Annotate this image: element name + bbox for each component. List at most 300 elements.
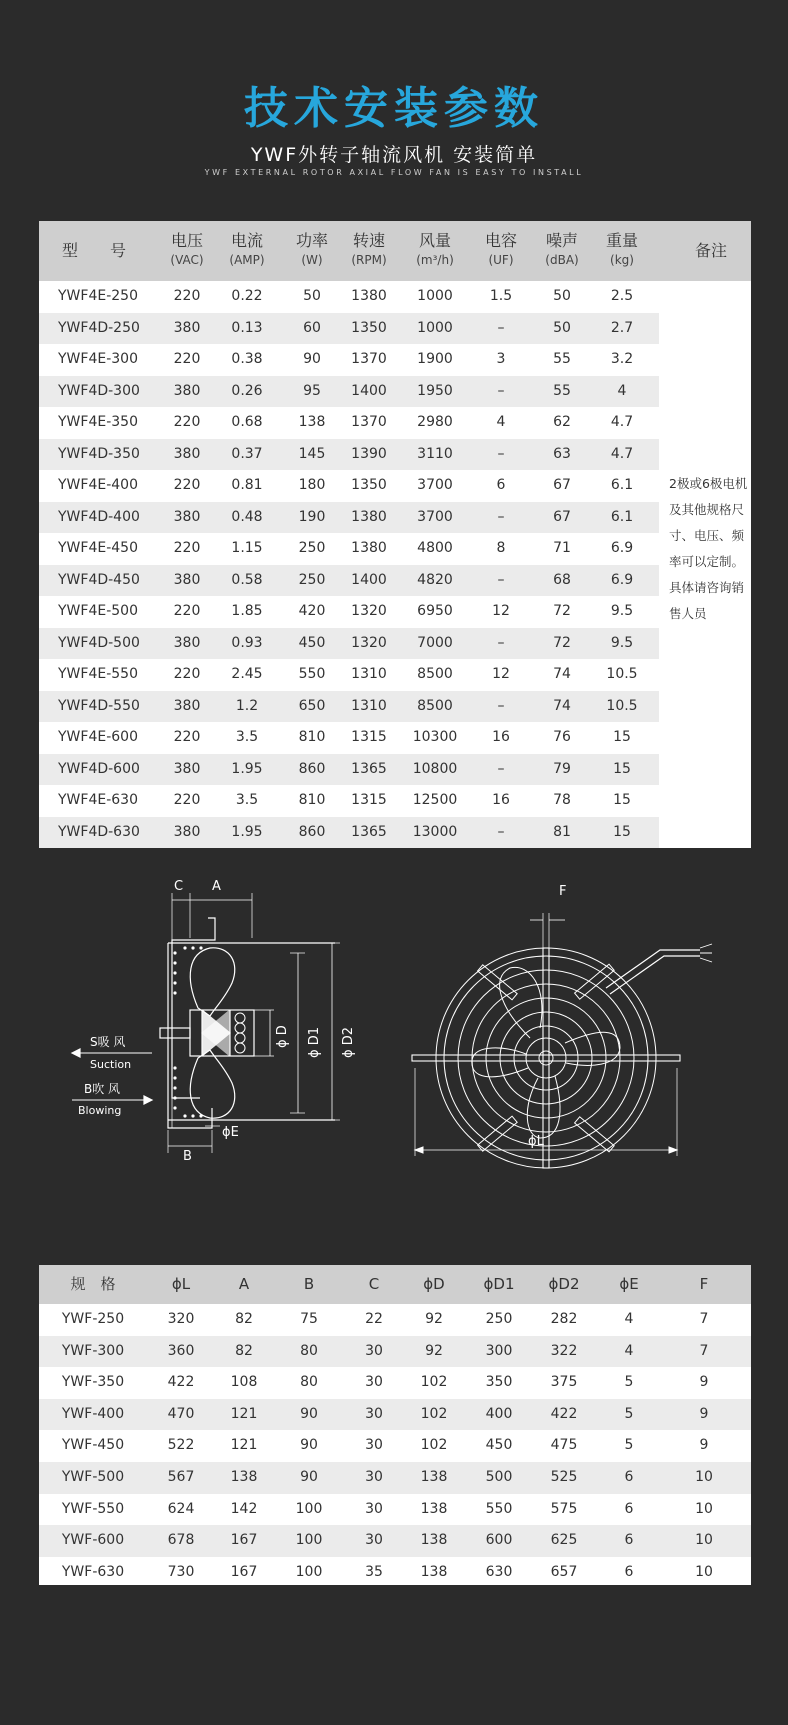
dim-value-cell: 7 bbox=[699, 1311, 709, 1327]
dim-value-cell: 522 bbox=[167, 1437, 195, 1454]
spec-value-cell: – bbox=[497, 571, 505, 588]
spec-table bbox=[39, 221, 751, 848]
spec-value-cell: 55 bbox=[553, 351, 571, 367]
spec-value-cell: 0.26 bbox=[231, 382, 263, 399]
spec-header-unit: (RPM) bbox=[351, 253, 387, 267]
dim-value-cell: 730 bbox=[167, 1563, 195, 1580]
spec-value-cell: 0.37 bbox=[231, 445, 263, 462]
spec-header-label: 电容 bbox=[484, 231, 517, 250]
spec-value-cell: 860 bbox=[298, 760, 326, 777]
dim-value-cell: 10 bbox=[695, 1469, 713, 1485]
spec-model-cell: YWF4E-630 bbox=[58, 792, 138, 808]
spec-value-cell: 1315 bbox=[351, 729, 387, 745]
spec-value-cell: 3700 bbox=[417, 508, 453, 525]
spec-value-cell: 380 bbox=[173, 382, 201, 399]
dim-value-cell: 7 bbox=[699, 1342, 709, 1359]
dim-value-cell: 142 bbox=[230, 1500, 258, 1517]
spec-value-cell: 220 bbox=[173, 351, 201, 367]
dim-label-e: ϕE bbox=[222, 1125, 239, 1140]
spec-value-cell: 1310 bbox=[351, 697, 387, 714]
spec-value-cell: 71 bbox=[553, 540, 571, 556]
spec-value-cell: 1320 bbox=[351, 603, 387, 619]
spec-value-cell: 72 bbox=[553, 603, 571, 619]
spec-value-cell: 1950 bbox=[417, 382, 453, 399]
dim-value-cell: 250 bbox=[485, 1311, 513, 1327]
dim-value-cell: 100 bbox=[295, 1532, 323, 1549]
spec-value-cell: 1.85 bbox=[231, 603, 263, 619]
spec-value-cell: 2.45 bbox=[231, 666, 263, 682]
dim-header-cell: A bbox=[238, 1275, 250, 1293]
spec-value-cell: – bbox=[497, 697, 505, 714]
dim-value-cell: 138 bbox=[420, 1469, 448, 1485]
dim-value-cell: 9 bbox=[699, 1374, 709, 1391]
dim-value-cell: 360 bbox=[167, 1342, 195, 1359]
dim-value-cell: 30 bbox=[365, 1374, 383, 1391]
dim-model-cell: YWF-400 bbox=[61, 1405, 125, 1422]
spec-header-cell bbox=[157, 231, 217, 269]
spec-header-unit: (dBA) bbox=[545, 253, 579, 267]
dim-model-cell: YWF-250 bbox=[61, 1311, 125, 1327]
spec-value-cell: 4 bbox=[496, 414, 506, 430]
spec-value-cell: – bbox=[497, 760, 505, 777]
spec-header-cell bbox=[282, 231, 342, 269]
dim-value-cell: 138 bbox=[420, 1563, 448, 1580]
spec-value-cell: 1390 bbox=[351, 445, 387, 462]
dim-value-cell: 82 bbox=[235, 1342, 253, 1359]
dim-value-cell: 30 bbox=[365, 1469, 383, 1485]
dim-value-cell: 400 bbox=[485, 1405, 513, 1422]
dim-value-cell: 138 bbox=[420, 1500, 448, 1517]
dim-value-cell: 108 bbox=[230, 1374, 258, 1391]
spec-value-cell: 190 bbox=[298, 508, 326, 525]
spec-model-cell: YWF4E-250 bbox=[58, 288, 138, 304]
spec-model-cell: YWF4E-500 bbox=[58, 603, 138, 619]
spec-note: 2极或6极电机及其他规格尺寸、电压、频率可以定制。具体请咨询销售人员 bbox=[669, 476, 748, 621]
spec-value-cell: 220 bbox=[173, 414, 201, 430]
spec-header-unit: (m³/h) bbox=[416, 253, 454, 267]
dim-value-cell: 30 bbox=[365, 1500, 383, 1517]
spec-value-cell: 138 bbox=[298, 414, 326, 430]
spec-value-cell: 1.95 bbox=[231, 823, 263, 840]
spec-header-cell bbox=[671, 241, 751, 261]
spec-header-unit: (AMP) bbox=[229, 253, 265, 267]
spec-value-cell: 10.5 bbox=[606, 666, 638, 682]
dim-header-cell: 规 格 bbox=[70, 1275, 116, 1293]
spec-value-cell: 550 bbox=[298, 666, 326, 682]
dim-value-cell: 90 bbox=[300, 1437, 318, 1454]
spec-value-cell: 0.48 bbox=[231, 508, 263, 525]
spec-value-cell: 860 bbox=[298, 823, 326, 840]
spec-value-cell: 1.15 bbox=[231, 540, 263, 556]
dim-value-cell: 5 bbox=[624, 1374, 634, 1391]
spec-table-row bbox=[39, 470, 659, 502]
spec-value-cell: 4820 bbox=[417, 571, 453, 588]
dim-value-cell: 10 bbox=[695, 1563, 713, 1580]
spec-value-cell: 220 bbox=[173, 792, 201, 808]
spec-value-cell: 6 bbox=[496, 477, 506, 493]
spec-value-cell: 50 bbox=[553, 319, 571, 336]
dim-table-row bbox=[39, 1525, 751, 1557]
spec-table-row bbox=[39, 344, 659, 376]
spec-table-row bbox=[39, 596, 659, 628]
dim-value-cell: 100 bbox=[295, 1500, 323, 1517]
spec-value-cell: 1365 bbox=[351, 760, 387, 777]
dim-label-f: F bbox=[559, 884, 567, 899]
spec-value-cell: 0.22 bbox=[231, 288, 263, 304]
spec-value-cell: 1320 bbox=[351, 634, 387, 651]
spec-value-cell: 2980 bbox=[417, 414, 453, 430]
spec-value-cell: 220 bbox=[173, 729, 201, 745]
spec-value-cell: 1365 bbox=[351, 823, 387, 840]
spec-header-cell bbox=[217, 231, 277, 269]
spec-header-label: 转速 bbox=[352, 231, 385, 250]
spec-model-cell: YWF4E-400 bbox=[58, 477, 138, 493]
page-subtitle: YWF外转子轴流风机 安装简单 bbox=[250, 144, 538, 166]
dim-value-cell: 525 bbox=[550, 1469, 578, 1485]
dim-value-cell: 322 bbox=[550, 1342, 578, 1359]
dim-table-row bbox=[39, 1399, 751, 1431]
spec-value-cell: 3 bbox=[496, 351, 506, 367]
spec-header-cell bbox=[471, 231, 531, 269]
spec-value-cell: 15 bbox=[613, 729, 631, 745]
dim-value-cell: 6 bbox=[624, 1500, 634, 1517]
spec-value-cell: 90 bbox=[303, 351, 321, 367]
dim-value-cell: 5 bbox=[624, 1405, 634, 1422]
spec-table-row bbox=[39, 502, 659, 534]
dim-value-cell: 35 bbox=[365, 1563, 383, 1580]
spec-table-row bbox=[39, 407, 659, 439]
spec-value-cell: 81 bbox=[553, 823, 571, 840]
spec-value-cell: 1.2 bbox=[235, 697, 259, 714]
spec-value-cell: 12 bbox=[492, 666, 510, 682]
spec-table-row bbox=[39, 376, 659, 408]
spec-value-cell: 74 bbox=[553, 697, 571, 714]
spec-value-cell: 0.81 bbox=[231, 477, 263, 493]
dim-value-cell: 30 bbox=[365, 1532, 383, 1549]
dim-value-cell: 550 bbox=[485, 1500, 513, 1517]
dim-value-cell: 9 bbox=[699, 1405, 709, 1422]
spec-value-cell: 0.38 bbox=[231, 351, 263, 367]
spec-table-row bbox=[39, 533, 659, 565]
dim-value-cell: 138 bbox=[230, 1469, 258, 1485]
dim-model-cell: YWF-600 bbox=[61, 1532, 125, 1549]
spec-value-cell: 650 bbox=[298, 697, 326, 714]
dim-model-cell: YWF-450 bbox=[61, 1437, 125, 1454]
dim-model-cell: YWF-630 bbox=[61, 1563, 125, 1580]
spec-model-cell: YWF4D-350 bbox=[58, 445, 140, 462]
dim-value-cell: 320 bbox=[167, 1311, 195, 1327]
spec-header-label: 电压 bbox=[170, 231, 203, 250]
dim-value-cell: 625 bbox=[550, 1532, 578, 1549]
spec-model-cell: YWF4D-400 bbox=[58, 508, 140, 525]
dim-value-cell: 6 bbox=[624, 1563, 634, 1580]
dim-header-cell: C bbox=[368, 1275, 380, 1293]
dimension-table bbox=[39, 1265, 751, 1585]
dim-label-l: ϕL bbox=[528, 1134, 544, 1149]
spec-header-cell bbox=[592, 231, 652, 269]
spec-model-cell: YWF4E-550 bbox=[58, 666, 138, 682]
dim-label-a: A bbox=[212, 879, 221, 894]
dim-value-cell: 121 bbox=[230, 1405, 258, 1422]
spec-value-cell: 380 bbox=[173, 319, 201, 336]
dim-value-cell: 300 bbox=[485, 1342, 513, 1359]
spec-value-cell: – bbox=[497, 445, 505, 462]
spec-value-cell: 15 bbox=[613, 760, 631, 777]
spec-value-cell: 4 bbox=[617, 382, 627, 399]
spec-value-cell: 0.68 bbox=[231, 414, 263, 430]
spec-value-cell: 380 bbox=[173, 697, 201, 714]
dim-value-cell: 167 bbox=[230, 1532, 258, 1549]
spec-header-cell bbox=[39, 241, 149, 261]
spec-model-cell: YWF4D-550 bbox=[58, 697, 140, 714]
dim-value-cell: 422 bbox=[550, 1405, 578, 1422]
spec-table-row bbox=[39, 754, 659, 786]
dim-value-cell: 90 bbox=[300, 1469, 318, 1485]
spec-value-cell: 3.5 bbox=[235, 729, 259, 745]
spec-table-row bbox=[39, 659, 659, 691]
spec-value-cell: 6.9 bbox=[610, 571, 634, 588]
dim-value-cell: 75 bbox=[300, 1311, 318, 1327]
spec-value-cell: 1350 bbox=[351, 319, 387, 336]
dim-value-cell: 82 bbox=[235, 1311, 253, 1327]
dim-model-cell: YWF-300 bbox=[61, 1342, 125, 1359]
spec-value-cell: 60 bbox=[303, 319, 321, 336]
spec-value-cell: 1370 bbox=[351, 351, 387, 367]
spec-value-cell: 10.5 bbox=[606, 697, 638, 714]
spec-value-cell: 4.7 bbox=[610, 414, 634, 430]
spec-value-cell: 4800 bbox=[417, 540, 453, 556]
spec-header-unit: (W) bbox=[301, 253, 323, 267]
spec-value-cell: 220 bbox=[173, 288, 201, 304]
spec-value-cell: 10800 bbox=[412, 760, 458, 777]
spec-value-cell: 63 bbox=[553, 445, 571, 462]
page-subtitle-en: YWF EXTERNAL ROTOR AXIAL FLOW FAN IS EASY TO INSTALL bbox=[204, 168, 584, 177]
dim-value-cell: 102 bbox=[420, 1374, 448, 1391]
dim-table-row bbox=[39, 1367, 751, 1399]
dim-value-cell: 350 bbox=[485, 1374, 513, 1391]
dim-value-cell: 102 bbox=[420, 1405, 448, 1422]
spec-value-cell: 9.5 bbox=[610, 634, 634, 651]
spec-header-unit: (kg) bbox=[610, 253, 634, 267]
spec-value-cell: 8500 bbox=[417, 666, 453, 682]
spec-model-cell: YWF4D-450 bbox=[58, 571, 140, 588]
spec-value-cell: 1310 bbox=[351, 666, 387, 682]
spec-header-label: 型 号 bbox=[61, 241, 126, 260]
spec-value-cell: 72 bbox=[553, 634, 571, 651]
dim-label-d2: ϕ D2 bbox=[341, 1027, 356, 1058]
dim-value-cell: 4 bbox=[624, 1311, 634, 1327]
spec-value-cell: 67 bbox=[553, 477, 571, 493]
dim-header-cell: B bbox=[303, 1275, 315, 1293]
spec-value-cell: 16 bbox=[492, 729, 510, 745]
dim-model-cell: YWF-350 bbox=[61, 1374, 125, 1391]
dim-header-cell: ϕL bbox=[171, 1275, 191, 1293]
dim-table-row bbox=[39, 1304, 751, 1336]
dim-value-cell: 92 bbox=[425, 1311, 443, 1327]
dim-value-cell: 6 bbox=[624, 1469, 634, 1485]
dim-value-cell: 500 bbox=[485, 1469, 513, 1485]
spec-value-cell: 1380 bbox=[351, 540, 387, 556]
dim-value-cell: 600 bbox=[485, 1532, 513, 1549]
spec-value-cell: 1.5 bbox=[489, 288, 513, 304]
spec-value-cell: 380 bbox=[173, 823, 201, 840]
spec-value-cell: 380 bbox=[173, 634, 201, 651]
spec-value-cell: 95 bbox=[303, 382, 321, 399]
dim-header-cell: ϕD1 bbox=[483, 1275, 515, 1293]
spec-value-cell: 1900 bbox=[417, 351, 453, 367]
spec-value-cell: 250 bbox=[298, 571, 326, 588]
spec-value-cell: 15 bbox=[613, 792, 631, 808]
dim-table-row bbox=[39, 1494, 751, 1526]
spec-value-cell: 6950 bbox=[417, 603, 453, 619]
spec-value-cell: 380 bbox=[173, 760, 201, 777]
spec-model-cell: YWF4D-500 bbox=[58, 634, 140, 651]
spec-table-row bbox=[39, 281, 659, 313]
spec-value-cell: 16 bbox=[492, 792, 510, 808]
spec-table-row bbox=[39, 439, 659, 471]
spec-table-row bbox=[39, 817, 659, 849]
spec-value-cell: 9.5 bbox=[610, 603, 634, 619]
spec-value-cell: 380 bbox=[173, 508, 201, 525]
spec-value-cell: 2.7 bbox=[610, 319, 634, 336]
spec-value-cell: 1000 bbox=[417, 288, 453, 304]
dim-header-cell: ϕD2 bbox=[548, 1275, 580, 1293]
spec-value-cell: 810 bbox=[298, 792, 326, 808]
dim-header-cell: ϕE bbox=[619, 1275, 639, 1293]
spec-value-cell: 13000 bbox=[412, 823, 458, 840]
spec-value-cell: 68 bbox=[553, 571, 571, 588]
dim-label-d: ϕ D bbox=[275, 1025, 290, 1048]
spec-header-cell bbox=[339, 231, 399, 269]
dim-value-cell: 138 bbox=[420, 1532, 448, 1549]
dim-value-cell: 10 bbox=[695, 1500, 713, 1517]
dim-value-cell: 422 bbox=[167, 1374, 195, 1391]
spec-value-cell: 2.5 bbox=[610, 288, 634, 304]
spec-header-cell bbox=[405, 231, 465, 269]
dim-value-cell: 90 bbox=[300, 1405, 318, 1422]
suction-label-cn: S吸 风 bbox=[90, 1035, 126, 1049]
spec-model-cell: YWF4D-600 bbox=[58, 760, 140, 777]
spec-header-label: 备注 bbox=[694, 241, 727, 260]
spec-value-cell: 420 bbox=[298, 603, 326, 619]
spec-value-cell: 10300 bbox=[412, 729, 458, 745]
spec-value-cell: 6.9 bbox=[610, 540, 634, 556]
dim-value-cell: 470 bbox=[167, 1405, 195, 1422]
spec-value-cell: 1400 bbox=[351, 571, 387, 588]
spec-value-cell: 50 bbox=[303, 288, 321, 304]
dim-value-cell: 450 bbox=[485, 1437, 513, 1454]
spec-value-cell: 0.58 bbox=[231, 571, 263, 588]
dim-value-cell: 475 bbox=[550, 1437, 578, 1454]
dim-value-cell: 6 bbox=[624, 1532, 634, 1549]
dim-table-row bbox=[39, 1557, 751, 1589]
spec-value-cell: 7000 bbox=[417, 634, 453, 651]
dim-value-cell: 9 bbox=[699, 1437, 709, 1454]
spec-value-cell: 1400 bbox=[351, 382, 387, 399]
dim-model-cell: YWF-500 bbox=[61, 1469, 125, 1485]
spec-model-cell: YWF4E-600 bbox=[58, 729, 138, 745]
spec-header-label: 重量 bbox=[605, 231, 638, 250]
installation-drawings bbox=[60, 868, 740, 1248]
spec-value-cell: 6.1 bbox=[610, 508, 634, 525]
dim-value-cell: 630 bbox=[485, 1563, 513, 1580]
dim-value-cell: 375 bbox=[550, 1374, 578, 1391]
spec-value-cell: 1380 bbox=[351, 288, 387, 304]
dim-value-cell: 282 bbox=[550, 1311, 578, 1327]
spec-value-cell: 79 bbox=[553, 760, 571, 777]
spec-value-cell: 1000 bbox=[417, 319, 453, 336]
spec-model-cell: YWF4D-250 bbox=[58, 319, 140, 336]
spec-value-cell: 220 bbox=[173, 666, 201, 682]
spec-value-cell: – bbox=[497, 382, 505, 399]
dim-value-cell: 167 bbox=[230, 1563, 258, 1580]
spec-header-label: 噪声 bbox=[545, 231, 578, 250]
spec-value-cell: 810 bbox=[298, 729, 326, 745]
spec-value-cell: – bbox=[497, 319, 505, 336]
dim-header-cell: F bbox=[699, 1275, 709, 1293]
spec-value-cell: 12500 bbox=[412, 792, 458, 808]
spec-value-cell: 74 bbox=[553, 666, 571, 682]
dim-value-cell: 10 bbox=[695, 1532, 713, 1549]
dim-label-d1: ϕ D1 bbox=[307, 1027, 322, 1058]
blowing-label-en: Blowing bbox=[78, 1104, 122, 1117]
spec-value-cell: 15 bbox=[613, 823, 631, 840]
dim-value-cell: 657 bbox=[550, 1563, 578, 1580]
blowing-label-cn: B吹 风 bbox=[84, 1082, 121, 1096]
dim-value-cell: 30 bbox=[365, 1437, 383, 1454]
spec-value-cell: 220 bbox=[173, 603, 201, 619]
spec-value-cell: – bbox=[497, 634, 505, 651]
dim-value-cell: 80 bbox=[300, 1374, 318, 1391]
dim-table-header bbox=[39, 1265, 751, 1304]
dim-table-row bbox=[39, 1462, 751, 1494]
dim-value-cell: 22 bbox=[365, 1311, 383, 1327]
spec-value-cell: 3.2 bbox=[610, 351, 634, 367]
dim-value-cell: 678 bbox=[167, 1532, 195, 1549]
suction-label-en: Suction bbox=[90, 1058, 132, 1071]
dim-label-b: B bbox=[183, 1149, 192, 1164]
spec-value-cell: 8500 bbox=[417, 697, 453, 714]
spec-value-cell: 220 bbox=[173, 540, 201, 556]
spec-value-cell: 78 bbox=[553, 792, 571, 808]
spec-value-cell: 1380 bbox=[351, 508, 387, 525]
spec-value-cell: 62 bbox=[553, 414, 571, 430]
spec-value-cell: 55 bbox=[553, 382, 571, 399]
spec-model-cell: YWF4E-450 bbox=[58, 540, 138, 556]
spec-value-cell: 1315 bbox=[351, 792, 387, 808]
spec-value-cell: 145 bbox=[298, 445, 326, 462]
dim-value-cell: 5 bbox=[624, 1437, 634, 1454]
spec-value-cell: 50 bbox=[553, 288, 571, 304]
spec-header-label: 功率 bbox=[295, 231, 328, 250]
front-view-drawing bbox=[412, 913, 712, 1168]
dim-table-row bbox=[39, 1336, 751, 1368]
dim-value-cell: 80 bbox=[300, 1342, 318, 1359]
spec-value-cell: 3110 bbox=[417, 445, 453, 462]
page-title: 技术安装参数 bbox=[244, 83, 544, 134]
spec-model-cell: YWF4E-350 bbox=[58, 414, 138, 430]
dim-header-cell: ϕD bbox=[423, 1275, 445, 1293]
dim-value-cell: 121 bbox=[230, 1437, 258, 1454]
spec-table-row bbox=[39, 565, 659, 597]
spec-table-row bbox=[39, 691, 659, 723]
dim-value-cell: 624 bbox=[167, 1500, 195, 1517]
spec-value-cell: 6.1 bbox=[610, 477, 634, 493]
dim-value-cell: 575 bbox=[550, 1500, 578, 1517]
spec-header-unit: (UF) bbox=[488, 253, 514, 267]
dim-value-cell: 102 bbox=[420, 1437, 448, 1454]
spec-value-cell: 220 bbox=[173, 477, 201, 493]
